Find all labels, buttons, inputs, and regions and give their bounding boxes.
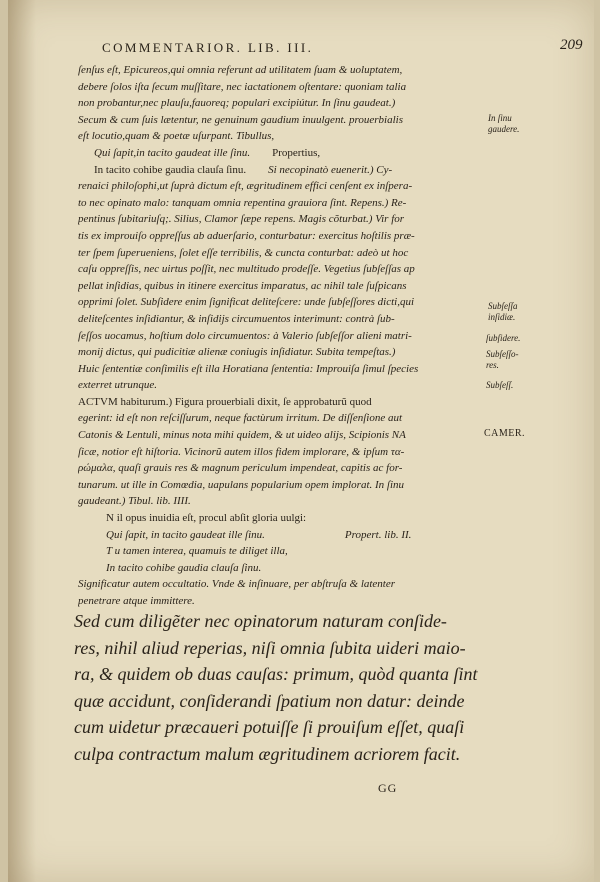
body-line: monij dictus, qui pudicitiæ alienæ coniugis inſidiatur. Subita tempeſtas.)	[78, 346, 396, 359]
margin-note: inſidiæ.	[488, 312, 516, 322]
body-line: to nec opinato malo: tanquam omnia repentina grauiora ſint. Repens.) Re-	[78, 196, 407, 209]
body-line: pentinus ſubitariuſq;. Silius, Clamor ſæpe repens. Magis cõturbat.) Vir for	[78, 213, 405, 226]
body-line: Secum & cum ſuis lætentur, ne genuinum gaudium inuulgent. prouerbialis	[78, 113, 403, 126]
body-line: ρώμαλα, quaſi grauis res & magnum periculum impendeat, capitis ac for-	[78, 462, 403, 475]
body-line: pellat inſidias, quibus in itinere exercitus imparatus, ac nihil tale ſuſpicans	[78, 279, 407, 292]
large-text-line: culpa contractum malum ægritudinem acriorem facit.	[74, 743, 461, 764]
running-title: COMMENTARIOR. LIB. III.	[102, 40, 314, 55]
body-line: debere ſolos iſta ſecum muſſitare, nec iactationem oſtentare: quoniam talia	[78, 80, 407, 93]
body-line: egerint: id eſt non reſciſſurum, neque factùrum irritum. De diſſenſione aut	[78, 412, 403, 425]
large-text-line: quæ accidunt, conſiderandi ſpatium non datur: deinde	[74, 690, 465, 711]
page-number: 209	[560, 37, 583, 53]
body-line: Catonis & Lentuli, minus nota mihi quidem, & ut uideo alijs, Scipionis NA	[78, 429, 406, 442]
body-line: tis ex improuiſo oppreſſus ab aduerſario, conturbatur: exercitus hoſtilis præ-	[78, 229, 415, 242]
margin-note: Subſeſſo-	[486, 349, 519, 359]
body-line: ACTVM habiturum.) Figura prouerbiali dixit, ſe approbaturũ quod	[78, 395, 372, 408]
margin-note: Subſeſſ.	[486, 380, 514, 390]
verse-line: In tacito cohibe gaudia clauſa ſinu.	[106, 561, 262, 574]
margin-note: CAMER.	[484, 428, 526, 439]
verse-text: In tacito cohibe gaudia clauſa ſinu.	[94, 163, 247, 176]
verse-line	[78, 162, 480, 179]
body-line: renaici philoſophi,ut ſuprà dictum eſt, ægritudinem effici cenſent ex inſpera-	[78, 180, 413, 193]
large-text-passage	[74, 608, 494, 768]
body-line: eſt locutio,quam & poetæ uſurpant. Tibullus,	[78, 130, 275, 143]
body-line: ter ſpem ſuperueniens, ſolet eſſe terribilis, & cuncta conturbat: adeò ut hoc	[78, 246, 409, 259]
body-line: ſenſus eſt, Epicureos,qui omnia referunt ad utilitatem ſuam & uoluptatem,	[78, 64, 403, 76]
verse-line	[78, 527, 480, 544]
book-page	[8, 0, 594, 882]
large-text-line: Sed cum diligẽter nec opinatorum naturam conſide-	[74, 611, 447, 631]
verse-attribution: Propert. lib. II.	[344, 528, 412, 541]
body-line: deliteſcentes inſidiantur, & inſidijs circumuentos interimunt: contrà ſub-	[78, 312, 395, 325]
verse-text: Qui ſapit,in tacito gaudeat ille ſinu.	[94, 146, 251, 159]
body-line: gaudeant.) Tibul. lib. IIII.	[78, 495, 191, 508]
body-line: caſu oppreſſis, nec uirtus poſſit, nec multitudo prodeſſe. Vegetius ſubſeſſas ap	[78, 263, 415, 276]
body-line: Significatur autem occultatio. Vnde & inſinuare, per abſtruſa & latenter	[78, 578, 396, 591]
body-line: exterret utrunque.	[78, 379, 158, 392]
large-text-line: cum uidetur præcaueri potuiſſe ſi prouiſum eſſet, quaſi	[74, 717, 465, 738]
verse-line: T u tamen interea, quamuis te diliget illa,	[106, 545, 288, 558]
large-text-line: res, nihil aliud reperias, niſi omnia ſubita uideri maio-	[74, 637, 466, 658]
body-line: non probantur,nec plauſu,fauoreq; populari excipiútur. In ſinu gaudeat.)	[78, 97, 396, 110]
verse-line: N il opus inuidia eſt, procul abſit gloria uulgi:	[106, 512, 307, 525]
lemma: Si necopinatò euenerit.) Cy-	[268, 163, 393, 176]
body-line: tunarum. ut ille in Comœdia, uapulans popularium opem implorat. In ſinu	[78, 478, 405, 491]
body-line: Huic ſententiæ conſimilis eſt illa Horatiana ſententia: Improuiſa ſimul ſpecies	[78, 362, 419, 375]
body-line: opprimi ſolet. Subſidere enim ſignificat deliteſcere: unde ſubſeſſores dicti,qui	[78, 296, 415, 309]
body-line: ſeſſos uocamus, hoſtium dolo circumuentos: à Valerio ſubſeſſor alieni matri-	[78, 329, 412, 342]
body-line: penetrare atque immittere.	[78, 595, 195, 607]
signature-mark: GG	[378, 781, 398, 795]
body-line: ſicæ, notior eſt hiſtoria. Vicinorũ autem illos fidem implorare, & ipſum τα-	[78, 445, 405, 458]
verse-text: Qui ſapit, in tacito gaudeat ille ſinu.	[106, 528, 265, 541]
margin-note: ſubſidere.	[486, 333, 521, 343]
verse-line	[78, 145, 480, 162]
margin-note: Subſeſſa	[488, 301, 518, 311]
margin-note: In ſinu	[488, 113, 512, 123]
large-text-line: ra, & quidem ob duas cauſas: primum, quòd quanta ſint	[74, 664, 478, 685]
verse-attribution: Propertius,	[272, 146, 321, 159]
commentary-body	[78, 62, 480, 610]
margin-note: res.	[486, 360, 499, 370]
margin-note: gaudere.	[488, 124, 520, 134]
